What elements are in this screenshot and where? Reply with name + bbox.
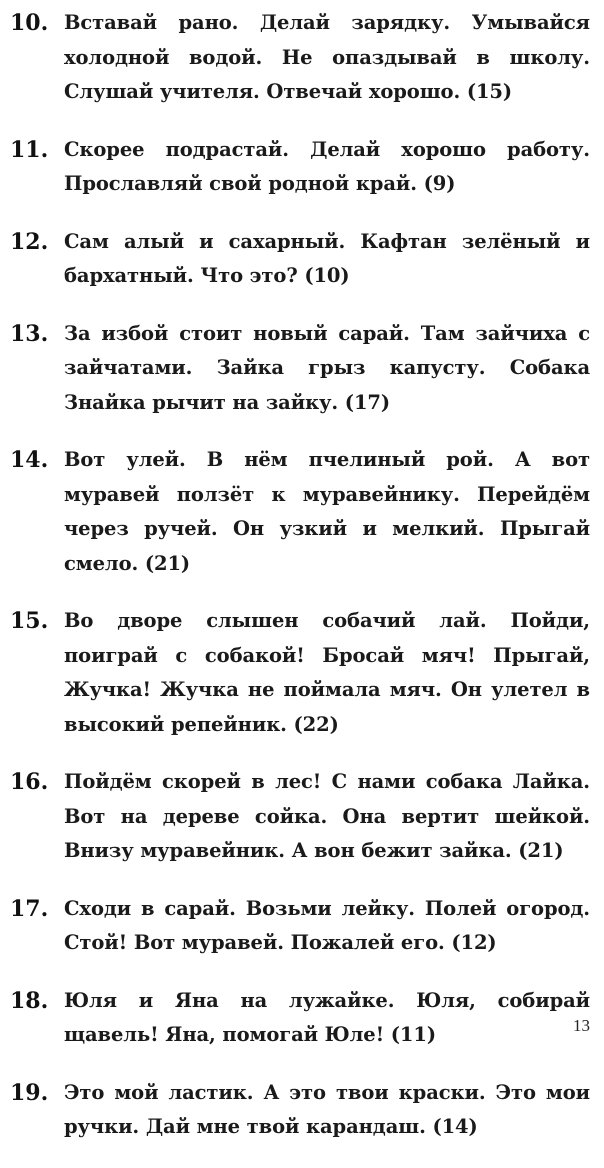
page-number: 13: [573, 1016, 590, 1035]
exercise-text: Вставай рано. Делай зарядку. Умывайся холодной водой. Не опаздывай в школу. Слушай учителя. Отвечай хорошо. (15): [64, 11, 590, 103]
exercise-number: 11.: [10, 136, 49, 163]
exercise-text: Сходи в сарай. Возьми лейку. Полей огород. Стой! Вот муравей. Пожалей его. (12): [64, 896, 590, 954]
exercise-text: Во дворе слышен собачий лай. Пойди, поиграй с собакой! Бросай мяч! Прыгай, Жучка! Жучка не поймала мяч. Он улетел в высокий репейник. (22): [64, 609, 590, 736]
exercise-item: [10, 133, 590, 202]
exercise-text: Пойдём скорей в лес! С нами собака Лайка. Вот на дереве сойка. Она вертит шейкой. Внизу муравейник. А вон бежит зайка. (21): [64, 770, 590, 862]
exercise-item: [10, 6, 590, 110]
exercise-item: [10, 1076, 590, 1145]
exercise-item: [10, 443, 590, 581]
exercise-text: Юля и Яна на лужайке. Юля, собирай щавель! Яна, помогай Юле! (11): [64, 988, 590, 1046]
exercise-text: Вот улей. В нём пчелиный рой. А вот муравей ползёт к муравейнику. Перейдём через ручей. Он узкий и мелкий. Прыгай смело. (21): [64, 448, 590, 575]
exercise-number: 10.: [10, 10, 49, 36]
exercise-item: [10, 317, 590, 421]
exercise-item: [10, 984, 590, 1053]
exercise-number: 13.: [10, 320, 49, 347]
exercise-item: [10, 604, 590, 742]
exercise-number: 16.: [10, 769, 49, 795]
exercise-number: 12.: [10, 228, 49, 255]
exercise-item: [10, 765, 590, 869]
exercise-number: 18.: [10, 987, 49, 1014]
exercise-text: Это мой ластик. А это твои краски. Это мои ручки. Дай мне твой карандаш. (14): [64, 1080, 590, 1138]
exercise-number: 17.: [10, 895, 49, 922]
exercise-list: [10, 6, 590, 1168]
exercise-item: [10, 225, 590, 294]
exercise-number: 15.: [10, 608, 49, 634]
exercise-text: Скорее подрастай. Делай хорошо работу. Прославляй свой родной край. (9): [64, 137, 590, 195]
exercise-number: 14.: [10, 447, 49, 473]
exercise-text: За избой стоит новый сарай. Там зайчиха с зайчатами. Зайка грыз капусту. Собака Знайка рычит на зайку. (17): [64, 321, 590, 414]
exercise-text: Сам алый и сахарный. Кафтан зелёный и бархатный. Что это? (10): [64, 229, 590, 287]
exercise-number: 19.: [10, 1079, 49, 1106]
exercise-item: [10, 892, 590, 961]
